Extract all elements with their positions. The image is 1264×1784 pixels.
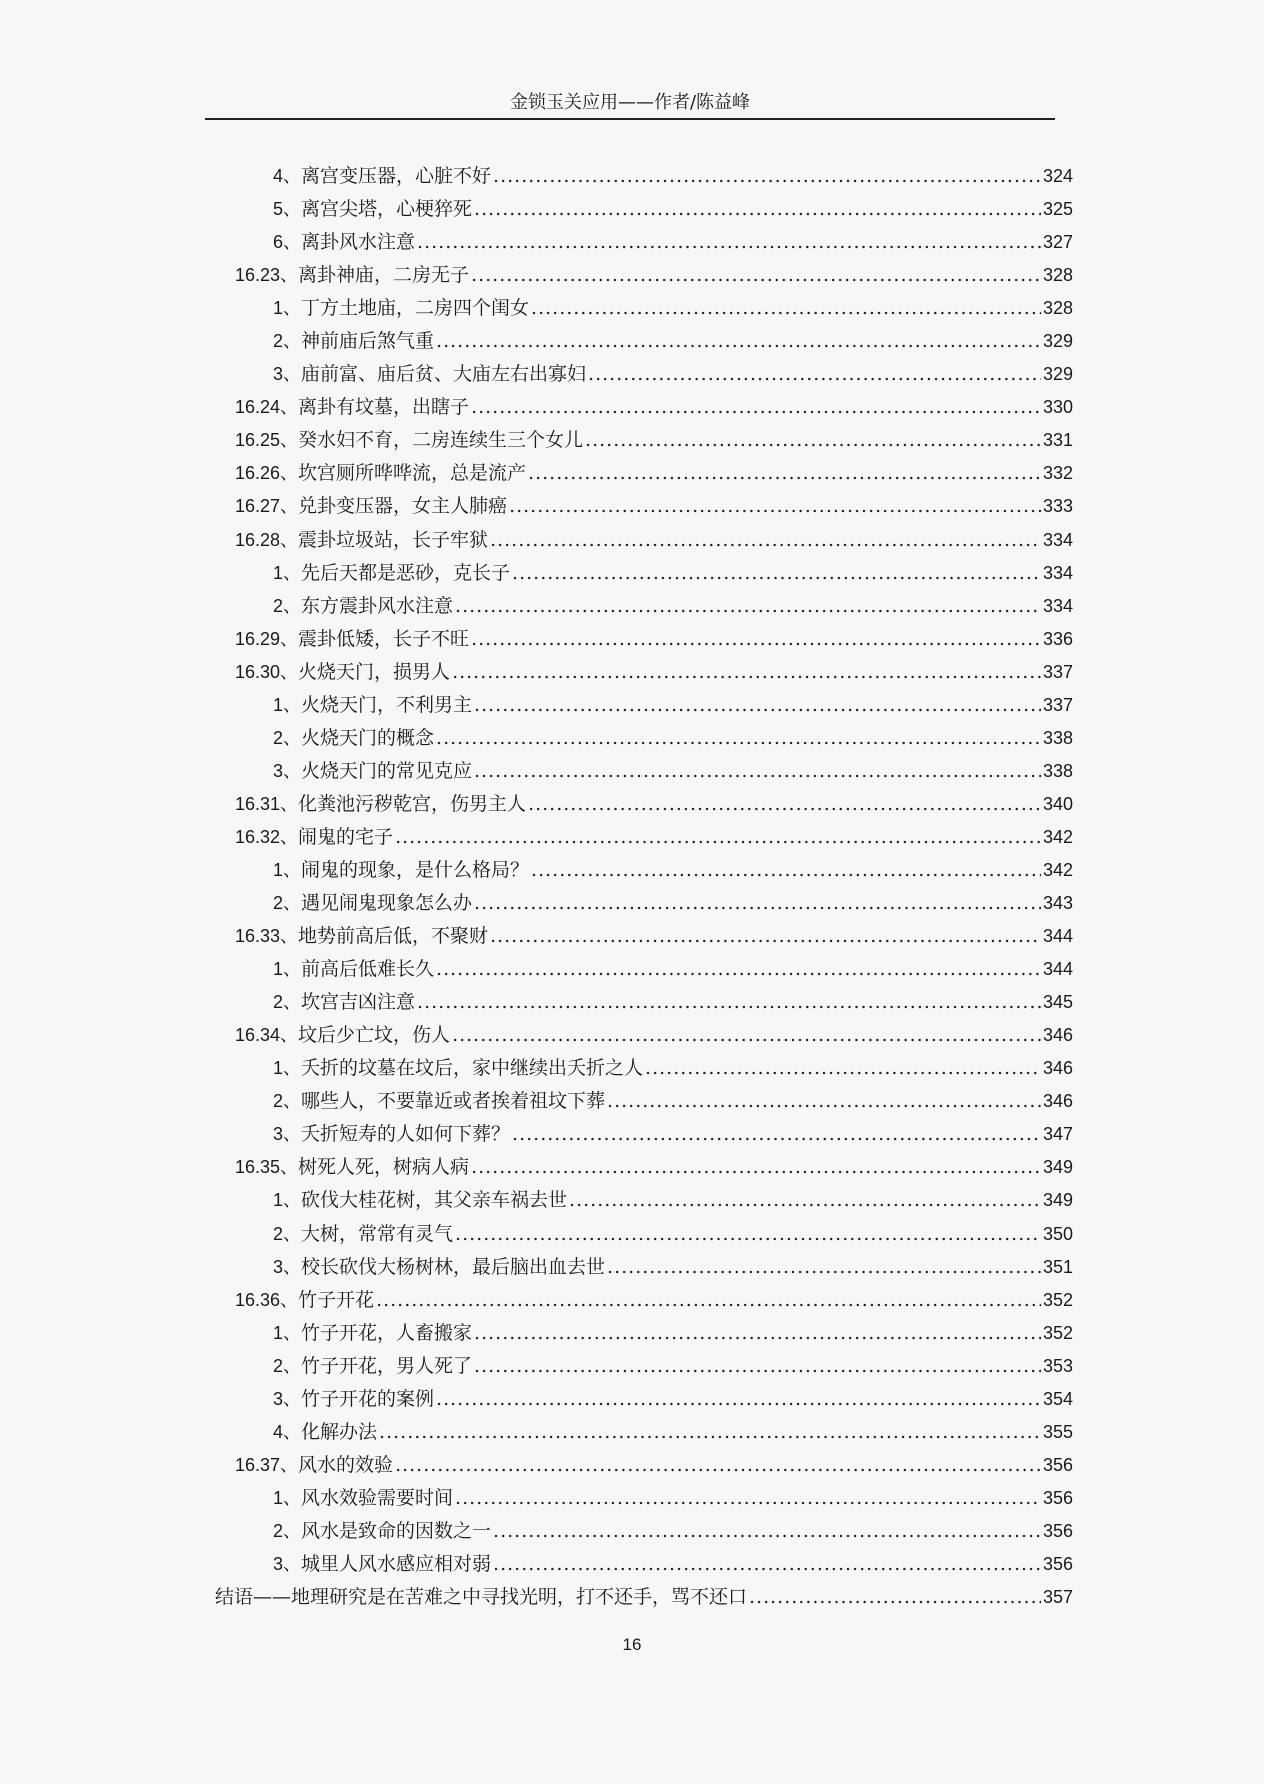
toc-entry-text: 结语——地理研究是在苦难之中寻找光明，打不还手，骂不还口	[215, 1586, 748, 1609]
toc-entry-text: 庙前富、庙后贫、大庙左右出寡妇	[301, 363, 587, 386]
toc-entry-number: 2、	[273, 1223, 302, 1244]
toc-entry-title	[235, 623, 469, 656]
toc-entry-page: 334	[1042, 595, 1073, 616]
toc-entry-page: 343	[1042, 893, 1073, 914]
dot-leader	[528, 457, 1041, 490]
toc-entry-title	[273, 1383, 434, 1416]
toc-entry-page: 328	[1042, 265, 1073, 286]
toc-entry[interactable]	[235, 623, 1073, 656]
toc-entry-page: 334	[1042, 562, 1073, 583]
toc-entry[interactable]	[235, 259, 1073, 292]
toc-entry-text: 风水效验需要时间	[301, 1486, 454, 1509]
toc-entry-title	[273, 1416, 377, 1449]
toc-entry-text: 前高后低难长久	[301, 958, 435, 981]
toc-entry-page: 329	[1042, 331, 1073, 352]
toc-entry-page: 346	[1042, 1025, 1073, 1046]
toc-entry-title	[273, 1251, 605, 1284]
toc-entry-page: 352	[1042, 1289, 1073, 1310]
toc-entry[interactable]	[235, 1449, 1073, 1482]
dot-leader	[455, 1218, 1041, 1251]
toc-entry-number: 16.37、	[235, 1454, 299, 1475]
dot-leader	[493, 160, 1041, 193]
toc-entry-text: 火烧天门，损男人	[298, 660, 451, 683]
toc-entry[interactable]	[235, 391, 1073, 424]
dot-leader	[471, 259, 1041, 292]
toc-entry-title	[235, 788, 526, 821]
dot-leader	[531, 292, 1041, 325]
toc-entry-page: 333	[1042, 496, 1073, 517]
toc-entry-number: 1、	[273, 959, 302, 980]
dot-leader	[474, 1317, 1041, 1350]
toc-entry-page: 350	[1042, 1223, 1073, 1244]
toc-entry-page: 338	[1042, 727, 1073, 748]
toc-entry-page: 356	[1042, 1553, 1073, 1574]
toc-entry-number: 2、	[273, 727, 302, 748]
toc-entry[interactable]	[273, 1184, 1073, 1217]
toc-entry-number: 1、	[273, 298, 302, 319]
toc-entry[interactable]	[273, 986, 1073, 1019]
toc-entry[interactable]	[273, 887, 1073, 920]
toc-entry-title	[273, 292, 529, 325]
toc-entry-title	[215, 1581, 747, 1614]
toc-entry[interactable]	[273, 755, 1073, 788]
toc-entry-title	[273, 986, 415, 1019]
dot-leader	[588, 358, 1041, 391]
toc-entry-page: 355	[1042, 1421, 1073, 1442]
toc-entry-text: 离宫尖塔，心梗猝死	[301, 198, 473, 221]
dot-leader	[509, 490, 1041, 523]
toc-entry-text: 神前庙后煞气重	[301, 330, 435, 353]
toc-entry[interactable]	[273, 1515, 1073, 1548]
toc-entry-number: 6、	[273, 232, 302, 253]
toc-entry[interactable]	[215, 1581, 1073, 1614]
dot-leader	[531, 854, 1041, 887]
dot-leader	[512, 557, 1041, 590]
toc-entry-number: 16.28、	[235, 529, 299, 550]
toc-entry-page: 332	[1042, 463, 1073, 484]
toc-entry-number: 16.23、	[235, 265, 299, 286]
toc-entry-text: 离卦有坟墓，出瞎子	[298, 396, 470, 419]
toc-entry-page: 337	[1042, 661, 1073, 682]
toc-entry[interactable]	[273, 358, 1073, 391]
toc-entry-title	[273, 1548, 491, 1581]
toc-entry-number: 2、	[273, 1520, 302, 1541]
toc-entry-text: 癸水妇不育，二房连续生三个女儿	[298, 429, 584, 452]
toc-entry-page: 334	[1042, 529, 1073, 550]
toc-entry[interactable]	[273, 1085, 1073, 1118]
toc-entry[interactable]	[273, 689, 1073, 722]
toc-entry-title	[273, 1317, 472, 1350]
toc-entry[interactable]	[273, 557, 1073, 590]
toc-entry-text: 城里人风水感应相对弱	[301, 1552, 492, 1575]
toc-entry-title	[235, 1284, 374, 1317]
toc-entry-title	[273, 1350, 472, 1383]
toc-entry-text: 竹子开花，男人死了	[301, 1354, 473, 1377]
toc-entry-page: 325	[1042, 199, 1073, 220]
toc-entry-title	[235, 490, 507, 523]
toc-entry-number: 2、	[273, 331, 302, 352]
toc-entry[interactable]	[235, 821, 1073, 854]
toc-entry-title	[273, 854, 529, 887]
toc-entry[interactable]	[273, 1383, 1073, 1416]
toc-entry[interactable]	[235, 490, 1073, 523]
toc-entry-page: 349	[1042, 1157, 1073, 1178]
toc-entry-title	[235, 391, 469, 424]
toc-entry-page: 337	[1042, 694, 1073, 715]
toc-entry-page: 351	[1042, 1256, 1073, 1277]
toc-entry[interactable]	[273, 1482, 1073, 1515]
toc-entry-number: 16.32、	[235, 826, 299, 847]
dot-leader	[436, 1383, 1041, 1416]
toc-entry-number: 16.36、	[235, 1289, 299, 1310]
toc-entry-page: 356	[1042, 1454, 1073, 1475]
toc-entry-number: 16.34、	[235, 1025, 299, 1046]
dot-leader	[493, 1548, 1041, 1581]
toc-entry-title	[273, 1184, 567, 1217]
toc-entry-text: 化粪池污秽乾宫，伤男主人	[298, 792, 527, 815]
toc-entry[interactable]	[273, 722, 1073, 755]
toc-entry-text: 闹鬼的现象，是什么格局？	[301, 858, 530, 881]
toc-entry-text: 丁方土地庙，二房四个闺女	[301, 297, 530, 320]
toc-entry-number: 16.35、	[235, 1157, 299, 1178]
toc-entry-page: 328	[1042, 298, 1073, 319]
toc-entry-number: 16.27、	[235, 496, 299, 517]
toc-entry[interactable]	[273, 1218, 1073, 1251]
dot-leader	[436, 953, 1041, 986]
toc-entry-number: 3、	[273, 760, 302, 781]
toc-entry-title	[235, 259, 469, 292]
toc-entry-text: 竹子开花	[298, 1288, 375, 1311]
header-rule	[205, 118, 1055, 120]
toc-entry-text: 先后天都是恶砂，克长子	[301, 561, 511, 584]
toc-entry-number: 3、	[273, 1553, 302, 1574]
toc-entry-number: 2、	[273, 992, 302, 1013]
toc-entry-number: 2、	[273, 893, 302, 914]
toc-entry-text: 震卦低矮，长子不旺	[298, 627, 470, 650]
toc-entry[interactable]	[235, 656, 1073, 689]
dot-leader	[452, 656, 1041, 689]
toc-entry-page: 346	[1042, 1091, 1073, 1112]
toc-entry-page: 342	[1042, 859, 1073, 880]
page-number: 16	[622, 1635, 642, 1654]
dot-leader	[474, 1350, 1041, 1383]
toc-entry-page: 329	[1042, 364, 1073, 385]
toc-entry-page: 327	[1042, 232, 1073, 253]
toc-entry[interactable]	[273, 160, 1073, 193]
toc-entry-text: 砍伐大桂花树，其父亲车祸去世	[301, 1189, 568, 1212]
toc-entry-number: 1、	[273, 1487, 302, 1508]
dot-leader	[585, 424, 1041, 457]
toc-entry-page: 353	[1042, 1355, 1073, 1376]
toc-entry[interactable]	[273, 292, 1073, 325]
toc-entry-text: 坎宫厕所哗哗流，总是流产	[298, 462, 527, 485]
toc-entry-title	[273, 590, 453, 623]
toc-entry-number: 3、	[273, 1124, 302, 1145]
toc-entry-title	[273, 193, 472, 226]
toc-entry-page: 357	[1042, 1587, 1073, 1608]
toc-entry[interactable]	[235, 920, 1073, 953]
toc-entry[interactable]	[273, 1548, 1073, 1581]
toc-entry-text: 风水是致命的因数之一	[301, 1519, 492, 1542]
dot-leader	[436, 722, 1041, 755]
toc-entry-title	[235, 821, 393, 854]
dot-leader	[395, 821, 1041, 854]
toc-entry-text: 夭折短寿的人如何下葬？	[301, 1123, 511, 1146]
toc-entry-page: 324	[1042, 166, 1073, 186]
dot-leader	[749, 1581, 1041, 1614]
dot-leader	[528, 788, 1041, 821]
toc-entry-page: 354	[1042, 1388, 1073, 1409]
toc-entry-page: 347	[1042, 1124, 1073, 1145]
toc-entry[interactable]	[273, 1416, 1073, 1449]
toc-entry-text: 闹鬼的宅子	[298, 825, 394, 848]
dot-leader	[455, 1482, 1041, 1515]
toc-entry[interactable]	[273, 1317, 1073, 1350]
toc-entry[interactable]	[273, 1118, 1073, 1151]
toc-entry-title	[273, 755, 472, 788]
toc-entry-number: 16.33、	[235, 926, 299, 947]
toc-entry-title	[235, 457, 526, 490]
toc-entry-page: 349	[1042, 1190, 1073, 1211]
toc-entry-title	[273, 325, 434, 358]
dot-leader	[607, 1085, 1041, 1118]
toc-entry[interactable]	[273, 325, 1073, 358]
dot-leader	[471, 623, 1041, 656]
toc-entry-title	[273, 1482, 453, 1515]
toc-entry-title	[235, 920, 488, 953]
dot-leader	[455, 590, 1041, 623]
dot-leader	[395, 1449, 1041, 1482]
toc-entry-page: 345	[1042, 992, 1073, 1013]
toc-entry-number: 2、	[273, 1091, 302, 1112]
toc-entry-page: 338	[1042, 760, 1073, 781]
toc-entry-text: 东方震卦风水注意	[301, 594, 454, 617]
toc-entry[interactable]	[235, 457, 1073, 490]
toc-entry-page: 340	[1042, 793, 1073, 814]
toc-entry-page: 330	[1042, 397, 1073, 418]
toc-entry-number: 1、	[273, 1322, 302, 1343]
dot-leader	[417, 226, 1041, 259]
toc-entry-title	[235, 656, 450, 689]
toc-entry-number: 3、	[273, 1256, 302, 1277]
toc-entry[interactable]	[273, 1350, 1073, 1383]
dot-leader	[607, 1251, 1041, 1284]
toc-entry-text: 树死人死，树病人病	[298, 1156, 470, 1179]
toc-entry-number: 3、	[273, 364, 302, 385]
toc-entry[interactable]	[273, 193, 1073, 226]
toc-entry-text: 竹子开花，人畜搬家	[301, 1321, 473, 1344]
toc-entry-number: 16.26、	[235, 463, 299, 484]
toc-entry-number: 4、	[273, 1421, 302, 1442]
dot-leader	[474, 689, 1041, 722]
toc-entry-page: 336	[1042, 628, 1073, 649]
toc-entry-page: 352	[1042, 1322, 1073, 1343]
toc-entry-number: 16.24、	[235, 397, 299, 418]
toc-entry-title	[273, 1218, 453, 1251]
toc-entry-title	[235, 524, 488, 557]
toc-entry-page: 342	[1042, 826, 1073, 847]
toc-entry-number: 2、	[273, 1355, 302, 1376]
toc-entry-number: 16.25、	[235, 430, 299, 451]
toc-entry-title	[273, 887, 472, 920]
toc-entry[interactable]	[273, 590, 1073, 623]
toc-entry-number: 4、	[273, 166, 302, 186]
toc-entry[interactable]	[273, 854, 1073, 887]
dot-leader	[474, 887, 1041, 920]
toc-entry-text: 地势前高后低，不聚财	[298, 925, 489, 948]
toc-entry-page: 346	[1042, 1058, 1073, 1079]
running-header: 金锁玉关应用——作者/陈益峰	[509, 92, 751, 113]
toc-entry-title	[273, 1052, 643, 1085]
toc-entry-number: 1、	[273, 562, 302, 583]
toc-entry-number: 3、	[273, 1388, 302, 1409]
toc-entry[interactable]	[273, 1052, 1073, 1085]
toc-entry-page: 344	[1042, 959, 1073, 980]
toc-entry-title	[235, 1019, 450, 1052]
dot-leader	[645, 1052, 1041, 1085]
toc-entry-text: 震卦垃圾站，长子牢狱	[298, 528, 489, 551]
toc-entry-title	[235, 1151, 469, 1184]
toc-entry[interactable]	[273, 1251, 1073, 1284]
toc-entry[interactable]	[235, 1151, 1073, 1184]
dot-leader	[493, 1515, 1041, 1548]
toc-entry-text: 坎宫吉凶注意	[301, 991, 416, 1014]
toc-entry[interactable]	[235, 1019, 1073, 1052]
toc-entry-text: 离卦神庙，二房无子	[298, 264, 470, 287]
toc-entry-text: 哪些人，不要靠近或者挨着祖坟下葬	[301, 1090, 606, 1113]
toc-entry-title	[235, 424, 583, 457]
toc-entry-title	[273, 1515, 491, 1548]
toc-entry-number: 1、	[273, 859, 302, 880]
dot-leader	[490, 920, 1041, 953]
toc-entry-text: 火烧天门的概念	[301, 726, 435, 749]
table-of-contents	[215, 160, 1073, 1614]
dot-leader	[436, 325, 1041, 358]
toc-entry[interactable]	[273, 953, 1073, 986]
dot-leader	[512, 1118, 1041, 1151]
dot-leader	[471, 1151, 1041, 1184]
dot-leader	[471, 391, 1041, 424]
toc-entry-text: 兑卦变压器，女主人肺癌	[298, 495, 508, 518]
dot-leader	[379, 1416, 1041, 1449]
toc-entry-title	[273, 226, 415, 259]
toc-entry-number: 1、	[273, 694, 302, 715]
toc-entry-text: 夭折的坟墓在坟后，家中继续出夭折之人	[301, 1057, 644, 1080]
toc-entry-title	[273, 1118, 510, 1151]
toc-entry-number: 1、	[273, 1058, 302, 1079]
dot-leader	[569, 1184, 1041, 1217]
dot-leader	[474, 193, 1041, 226]
toc-entry-number: 1、	[273, 1190, 302, 1211]
toc-entry[interactable]	[235, 524, 1073, 557]
toc-entry-title	[273, 722, 434, 755]
toc-entry-text: 遇见闹鬼现象怎么办	[301, 892, 473, 915]
dot-leader	[417, 986, 1041, 1019]
toc-entry-number: 16.30、	[235, 661, 299, 682]
toc-entry-text: 坟后少亡坟，伤人	[298, 1024, 451, 1047]
toc-entry-text: 大树，常常有灵气	[301, 1222, 454, 1245]
toc-entry-page: 331	[1042, 430, 1073, 451]
toc-entry-text: 离卦风水注意	[301, 231, 416, 254]
toc-entry-title	[235, 1449, 393, 1482]
toc-entry-text: 校长砍伐大杨树林，最后脑出血去世	[301, 1255, 606, 1278]
toc-entry[interactable]	[273, 226, 1073, 259]
toc-entry-title	[273, 953, 434, 986]
toc-entry[interactable]	[235, 424, 1073, 457]
toc-entry-number: 16.29、	[235, 628, 299, 649]
toc-entry-text: 离宫变压器，心脏不好	[301, 165, 492, 187]
toc-entry-page: 356	[1042, 1487, 1073, 1508]
dot-leader	[490, 524, 1041, 557]
toc-entry-text: 风水的效验	[298, 1453, 394, 1476]
toc-entry-title	[273, 1085, 605, 1118]
toc-entry[interactable]	[235, 1284, 1073, 1317]
toc-entry-text: 化解办法	[301, 1420, 378, 1443]
dot-leader	[376, 1284, 1041, 1317]
toc-entry-title	[273, 689, 472, 722]
toc-entry-title	[273, 160, 491, 193]
toc-entry-text: 火烧天门的常见克应	[301, 759, 473, 782]
dot-leader	[452, 1019, 1041, 1052]
toc-entry-page: 344	[1042, 926, 1073, 947]
toc-entry-title	[273, 557, 510, 590]
toc-entry-number: 5、	[273, 199, 302, 220]
toc-entry-number: 2、	[273, 595, 302, 616]
toc-entry-text: 竹子开花的案例	[301, 1387, 435, 1410]
dot-leader	[474, 755, 1041, 788]
toc-entry[interactable]	[235, 788, 1073, 821]
toc-entry-number: 16.31、	[235, 793, 299, 814]
toc-entry-title	[273, 358, 586, 391]
toc-entry-page: 356	[1042, 1520, 1073, 1541]
toc-entry-text: 火烧天门，不利男主	[301, 693, 473, 716]
